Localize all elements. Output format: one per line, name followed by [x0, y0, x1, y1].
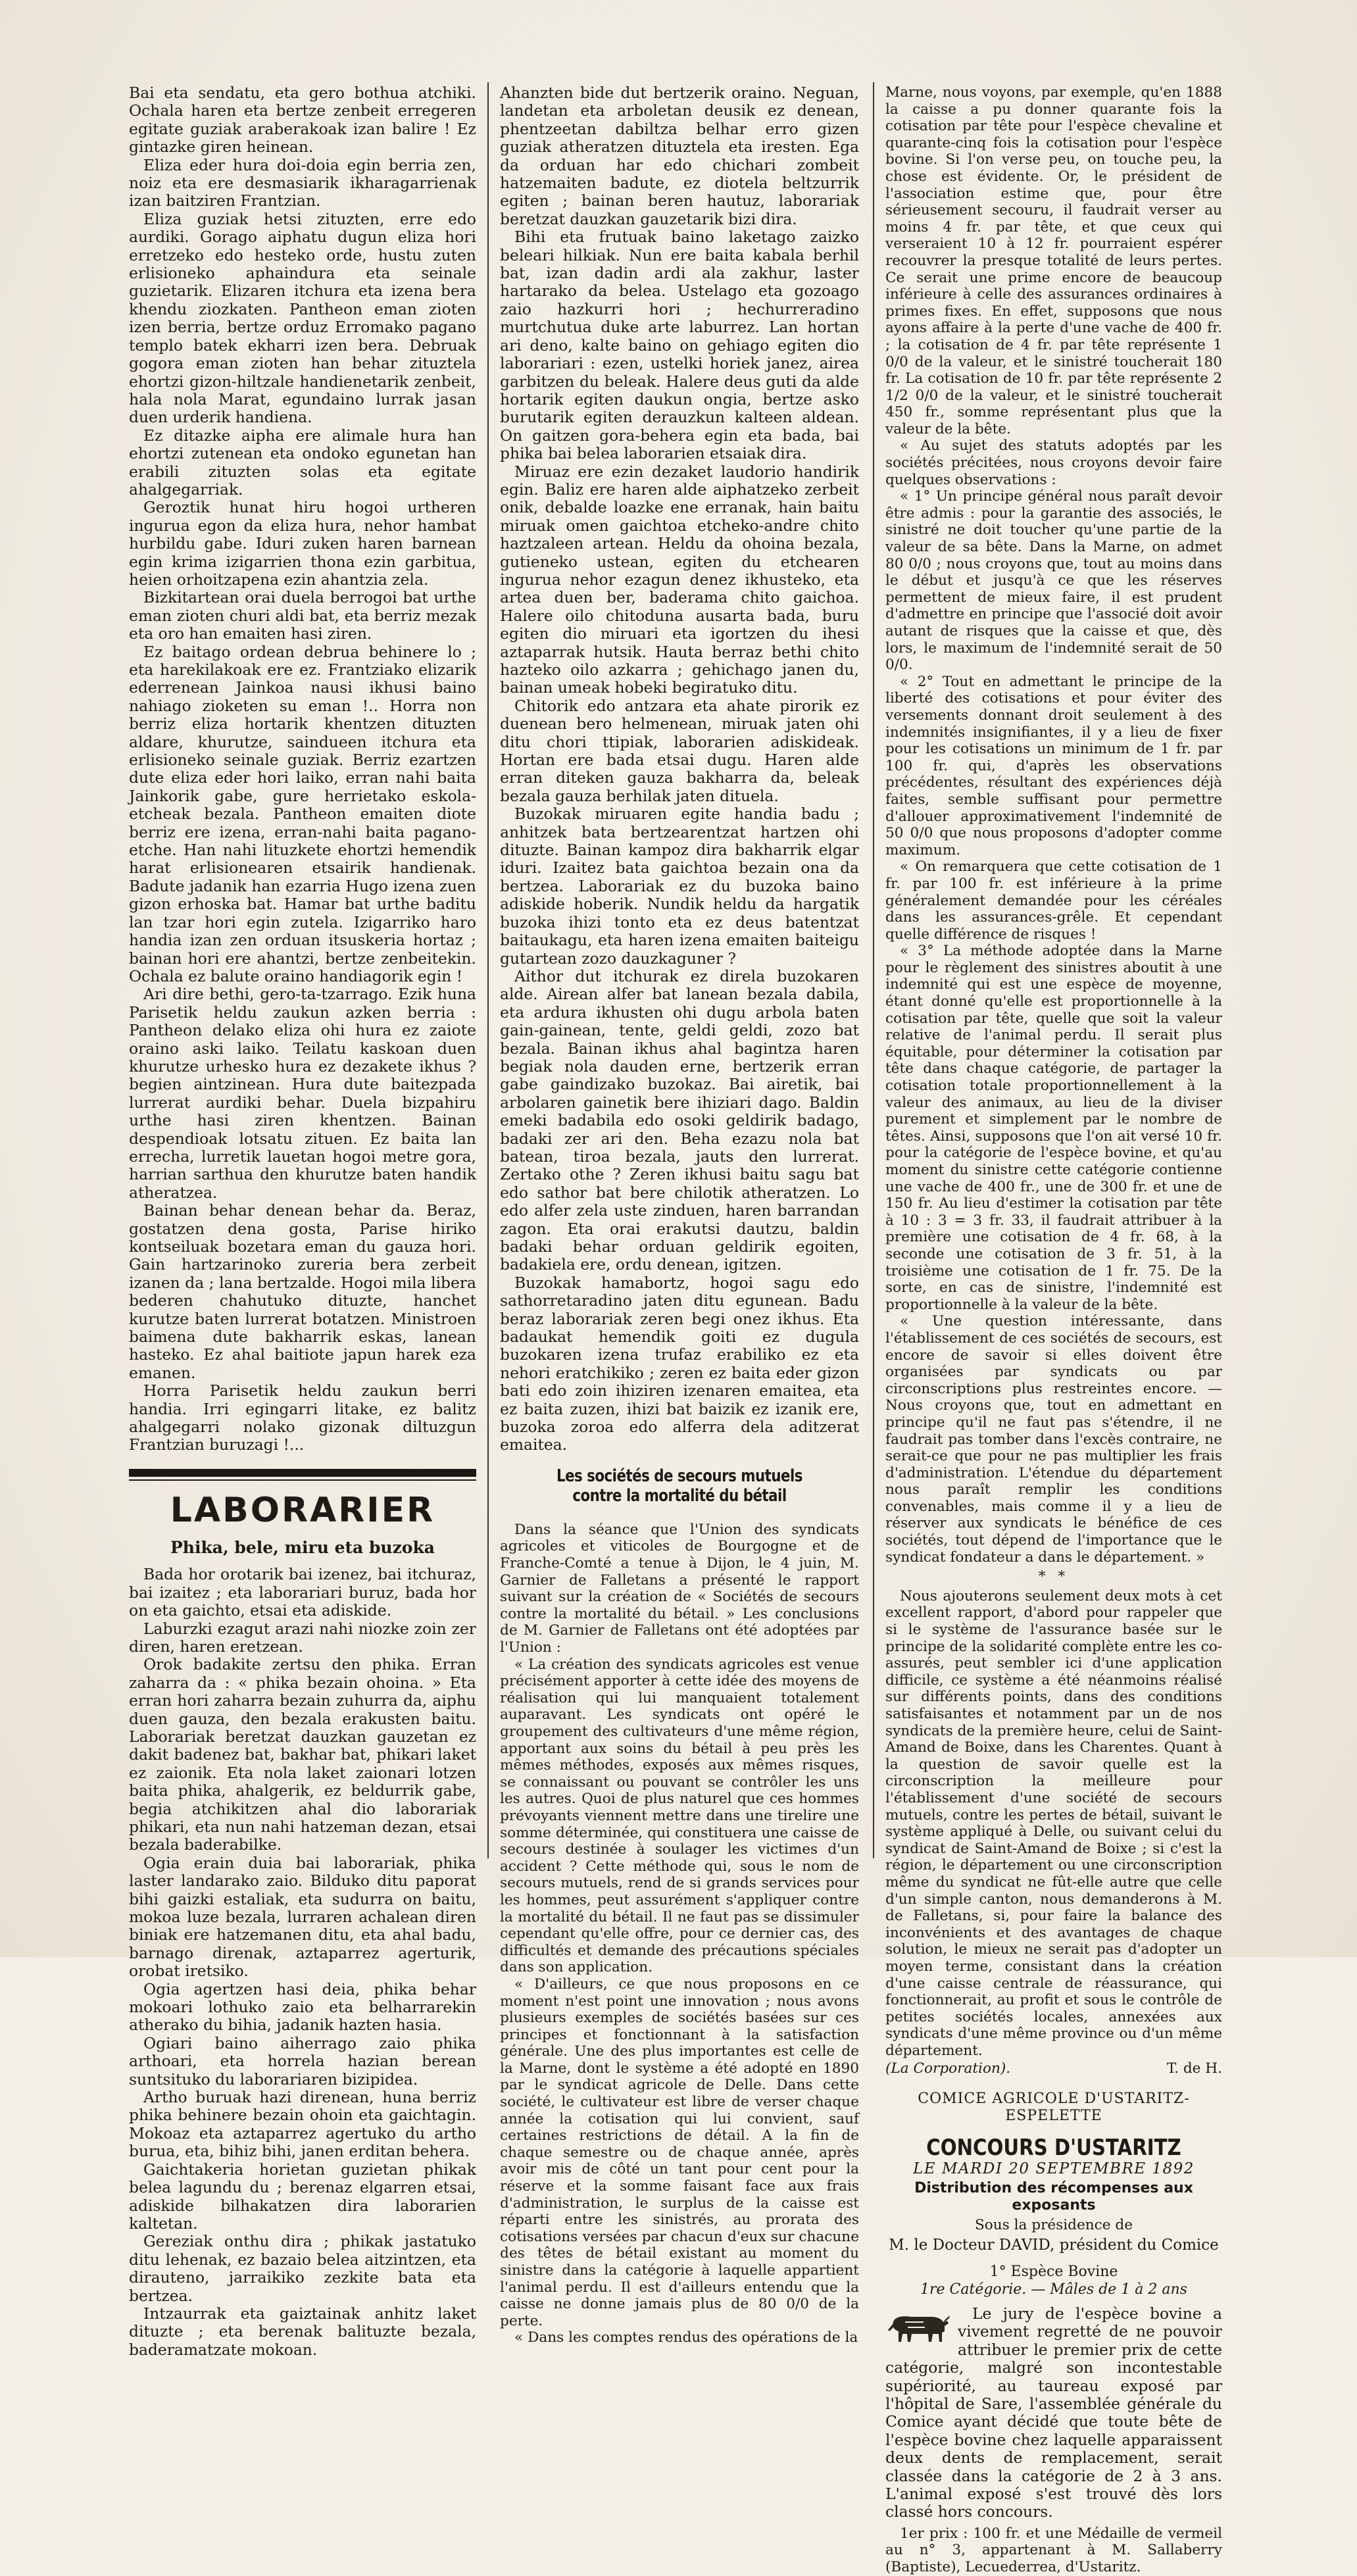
col3-para: Marne, nous voyons, par exemple, qu'en 1888 la caisse a pu donner quarante fois la cotisation par tête pour l'espèce chevaline et quarante-cinq fois la cotisation pour l'espèce bovine. Si l'on verse peu, on touche peu, la chose est évidente. Or, le président de l'association estime que, pour être sérieusement secouru, il faudrait verser au moins 4 fr. par tête, et que ceux qui verseraient 10 à 12 fr. pourraient espérer recouvrer la presque totalité de leurs pertes. Ce serait une prime encore de beaucoup inférieure à celle des assurances ordinaires à primes fixes. En effet, supposons que nous ayons affaire à la perte d'une vache de 400 fr. ; la cotisation de 4 fr. par tête représente 1 0/0 de la valeur, et le sinistré toucherait 180 fr. La cotisation de 10 fr. par tête représente 2 1/2 0/0 de la valeur, et le sinistré toucherait 450 fr., somme représentant plus que la valeur de la bête.	[885, 84, 1222, 437]
author-signature: T. de H.	[1166, 2060, 1222, 2077]
col1-para: Ogia erain duia bai laborariak, phika laster landarako zaio. Bilduko ditu paporat bihi gaizki estaliak, eta sudurra on baitu, mokoa luze bezala, lurraren achalean diren biniak ere hatzemanen ditu, eta ahal badu, barnago direnak, aztaparrez agerturik, orobat iretsiko.	[129, 1853, 476, 1981]
section-divider-thin	[129, 1479, 476, 1481]
col2-para-fr: Dans la séance que l'Union des syndicats agricoles et viticoles de Bourgogne et de Franche-Comté a tenue à Dijon, le 4 juin, M. Garnier de Falletans a présenté le rapport suivant sur la création de « Sociétés de secours contre la mortalité du bétail. » Les conclusions de M. Garnier de Falletans ont été adoptées par l'Union :	[500, 1521, 859, 1656]
col2-para: Chitorik edo antzara eta ahate pirorik ez duenean bero helmenean, miruak jaten ohi ditu chori ttipiak, laborarien adiskideak. Hortan ere bada etsai dugu. Haren alde erran diteken gauza bakharra da, beleak bezala gauza berhilak jaten dituela.	[500, 696, 859, 805]
section-subtitle: Phika, bele, miru eta buzoka	[170, 1537, 435, 1557]
prize-text: 1er prix : 100 fr. et une Médaille de vermeil au n° 3, appartenant à M. Sallaberry (Baptiste), Lecuederrea, d'Ustaritz.	[885, 2525, 1222, 2576]
col3-para: Nous ajouterons seulement deux mots à cet excellent rapport, d'abord pour rappeler que si le système de l'assurance basée sur le principe de la solidarité complète entre les co-assurés, peut sembler ici d'une application difficile, ce système a été néanmoins réalisé sur différents points, dans des conditions satisfaisantes et notamment par un de nos syndicats de la première heure, celui de Saint-Amand de Boixe, dans les Charentes. Quant à la question de savoir quelle est la circonscription la meilleure pour l'établissement d'une société de secours mutuels, contre les pertes de bétail, suivant le système appliqué à Delle, ou suivant celui du syndicat de Saint-Amand de Boixe ; si c'est la région, le département ou une circonscription même du syndicat ne fût-elle autre que celle d'un simple canton, nous demanderons à M. de Falletans, si, pour faire la balance des inconvénients et des avantages de chaque solution, le mieux ne serait pas d'adopter un moyen terme, consistant dans la création d'une caisse centrale de réassurance, qui fonctionnerait, au profit et sous le contrôle de petites sociétés locales, annexées aux syndicats d'une même province ou d'un même département.	[885, 1587, 1222, 2059]
section-divider-thick	[129, 1469, 476, 1477]
column-rule-left	[487, 82, 489, 1858]
col1-para: Orok badakite zertsu den phika. Erran zaharra da : « phika bezain ohoina. » Eta erran hori zaharra bezain zuhurra da, aiphu duen gauza, den bezala erakusten baitu. Laborariak beretzat dauzkan gauzetan ez dakit badenez bat, bakhar bat, phikari laket ez zaionik. Eta nola laket zaionari lotzen baita phika, ahalgerik, ez beldurrik gabe, begia atchikitzen ahal dio laborariak phikari, eta nun nahi hatzeman dezan, etsai bezala baderabilke.	[129, 1655, 476, 1854]
signature-line	[885, 2060, 1222, 2077]
distribution-heading: Distribution des récompenses aux exposants	[914, 2180, 1193, 2214]
section-title-laborarier: LABORARIER	[170, 1490, 435, 1530]
col3-para: « 3° La méthode adoptée dans la Marne pour le règlement des sinistres aboutit à une indemnité qui est une espèce de moyenne, étant donné qu'elle est proportionnelle à la cotisation par tête, quelle que soit la valeur relative de l'animal perdu. Il serait plus équitable, pour déterminer la cotisation par tête dans chaque catégorie, de partager la cotisation totale proportionnellement à la valeur des animaux, au lieu de la diviser purement et simplement par le nombre de têtes. Ainsi, supposons que l'on ait versé 10 fr. pour la catégorie de l'espèce bovine, et qu'au moment du sinistre cette catégorie contienne une vache de 400 fr., une de 300 fr. et une de 150 fr. Au lieu d'estimer la cotisation par tête à 10 : 3 = 3 fr. 33, il faudrait attribuer à la première une cotisation de 4 fr. 68, à la seconde une cotisation de 3 fr. 51, à la troisième une cotisation de 1 fr. 75. De la sorte, en cas de sinistre, l'indemnité est proportionnelle à la valeur de la bête.	[885, 943, 1222, 1313]
concours-title: CONCOURS D'USTARITZ	[926, 2135, 1181, 2162]
jury-text: Le jury de l'espèce bovine a vivement regretté de ne pouvoir attribuer le premier prix de cette catégorie, malgré son incontestable supériorité, au taureau exposé par l'hôpital de Sare, l'assemblée générale du Comice ayant décidé que toute bête de l'espèce bovine chez laquelle apparaissent deux dents de remplacement, serait classée dans la catégorie de 2 à 3 ans. L'animal exposé s'est trouvé dès lors classé hors concours.	[885, 2304, 1222, 2521]
col1-para: Bainan behar denean behar da. Beraz, gostatzen dena gosta, Parise hiriko kontseiluak bozetara eman du gauza hori. Gain hartzarinoko zureria bera zerbeit izanen da ; lana bertzalde. Hogoi mila libera bederen chahutuko dituzte, hanchet kurutze baten lurrerat botatzen. Ministroen baimena dute bakharrik eskas, lanean hasteko. Ez ahal baitiote japun harek eza emanen.	[129, 1201, 476, 1382]
col2-para-fr: « Dans les comptes rendus des opérations de la	[514, 2329, 858, 2346]
col3-para: « Au sujet des statuts adoptés par les sociétés précitées, nous croyons devoir faire quelques observations :	[885, 437, 1222, 488]
col1-para: Gaichtakeria horietan guzietan phikak belea lagundu du ; berenaz elgarren etsai, adiskide bilhakatzen dira laborarien kaltetan.	[129, 2160, 476, 2233]
col1-para: Ez baitago ordean debrua behinere lo ; eta harekilakoak ere ez. Frantziako elizarik ederrenean Jainkoa nausi ikhusi baino nahiago zioketen su eman !.. Horra non berriz eliza hortarik khentzen dituzten aldare, khurutze, saindueen itchura eta erlisioneko seinale guziak. Berriz ezartzen dute eliza eder hori laiko, erran nahi baita Jainkorik gabe, gure herrietako eskola-etcheak bezala. Pantheon emaiten diote berriz ere izena, erran-nahi baita pagano-etche. Han nahi lituzkete ehortzi hemendik harat erlisionearen etsairik handienak. Badute jadanik han ezarria Hugo izena zuen gizon erhoska bat. Hamar bat urthe baditu lan tzar hori egin zutela. Izigarriko haro handia izan zen orduan itsuskeria hortaz ; bainan hori ere ahantzi, bertze zenbeitekin. Ochala ez balute oraino handiagorik egin !	[129, 642, 476, 985]
col1-para: Gereziak onthu dira ; phikak jastatuko ditu lehenak, ez bazaio belea aitzintzen, eta dirautenо, jarraikiko zezkite bata eta bertzea.	[129, 2232, 476, 2305]
col1-para: Ez ditazke aipha ere alimale hura han ehortzi zutenean eta ondoko egunetan han erabili zituzten solas eta egitate ahalgegarriak.	[129, 426, 476, 499]
col1-para: Ogiari baino aiherrago zaio phika arthoari, eta horrela hazian berean suntsituko du laborariaren bizipidea.	[129, 2033, 476, 2089]
section-asterisks: * *	[1038, 1568, 1070, 1585]
col3-para: « 2° Tout en admettant le principe de la liberté des cotisations et pour éviter des versements donnant droit seulement à des indemnités insignifiantes, il y a lieu de fixer pour les cotisations un minimum de 1 fr. par 100 fr. qui, d'après les observations précédentes, résultant des expériences déjà faites, semble suffisant pour permettre d'allouer approximativement l'indemnité de 50 0/0 que nous proposons d'adopter comme maximum.	[885, 673, 1222, 858]
col2-para: Buzokak miruaren egite handia badu ; anhitzek bata bertzearentzat hartzen ohi dituzte. Bainan kampoz dira bakharrik elgar iduri. Izaitez bata gaichtoa bezain ona da bertzea. Laborariak ez du buzoka baino adiskide hoberik. Nundik heldu da hargatik buzoka ihizi tonto eta ez deus batentzat baitaukagu, eta haren izena emaiten baiteigu gutartean zozo dauzkaguner ?	[500, 805, 859, 968]
col1-para: Ogia agertzen hasi deia, phika behar mokoari lothuko zaio eta belharrarekin atherako du bihia, jadanik hazten hasia.	[129, 1979, 476, 2035]
col1-para: Artho buruak hazi direnean, huna berriz phika behinere bezain ohoin eta gaichtagin. Mokoaz eta aztaparrez agertuko du artho buruа, eta, bihiz bihi, janen erditan behera.	[129, 2088, 476, 2161]
espece-heading: 1° Espèce Bovine	[989, 2263, 1118, 2280]
concours-date: LE MARDI 20 SEPTEMBRE 1892	[913, 2160, 1195, 2177]
col2-para-fr: « La création des syndicats agricoles est venue précisément apporter à cette idée des moyens de réalisation qui lui manquaient totalement auparavant. Les syndicats ont opéré le groupement des cultivateurs d'une même région, apportant aux soins du bétail à peu près les mêmes méthodes, exposés aux mêmes risques, se connaissant ou pouvant se contrôler les uns les autres. Quoi de plus naturel que ces hommes prévoyants viennent mettre dans une tirelire une somme déterminée, qui constituera une caisse de secours destinée à soulager les victimes d'un accident ? Cette méthode qui, sous le nom de secours mutuels, rend de si grands services pour les hommes, peut assurément s'appliquer contre la mortalité du bétail. Il ne faut pas se dissimuler cependant qu'elle offre, pour ce dernier cas, des difficultés et demande des précautions spéciales dans son application.	[500, 1656, 859, 1976]
column-rule-right	[873, 82, 874, 1858]
col2-para: Aithor dut itchurak ez direla buzokaren alde. Airean alfer bat lanean bezala dabila, eta ardura ikhusten ohi dugu arbola baten gain-gainean, tente, geldi geldi, zozo bat bezala. Bainan ikhus ahal bagintza haren begiak nola dauden erne, bertzerik erran gabe gaindizako buzokaz. Bai airetik, bai arbolaren gainetik bere ihiziari dago. Baldin emeki badabila edo osoki geldirik badago, badaki zer ari den. Beha ezazu nola bat batean, tiroa bezala, jauts den lurrerat. Zertako othe ? Zeren ikhusi baitu sagu bat edo sathor bat bere chilotik atheratzen. Lo edo alfer zela uste zinduen, haren barrandan zagon. Eta orai erakutsi dautzu, baldin badaki behar orduan geldirik egoiten, badakiela ere, ordu denean, igitzen.	[500, 966, 859, 1274]
col1-para: Intzaurrak eta gaiztainak anhitz laket dituzte ; eta berenak balituzte bezala, baderamatzate mokoan.	[129, 2304, 476, 2359]
col3-para: « On remarquera que cette cotisation de 1 fr. par 100 fr. est inférieure à la prime généralement demandée pour les céréales dans les assurances-grêle. Et cependant quelle différence de risques !	[885, 858, 1222, 943]
col2-para-fr: « D'ailleurs, ce que nous proposons en ce moment n'est point une innovation ; nous avons plusieurs exemples de sociétés basées sur ces principes et fonctionnant à la satisfaction générale. Une des plus importantes est celle de la Marne, dont le système a été adopté en 1890 par le syndicat agricole de Delle. Dans cette société, le cultivateur est libre de verser chaque année la cotisation qui lui convient, sauf certaines restrictions de détail. A la fin de chaque semestre ou de chaque année, après avoir mis de côté un tant pour cent pour la réserve et la somme faisant face aux frais d'administration, le surplus de la caisse est réparti entre les sinistrés, au prorata des cotisations versées par chacun d'eux sur chacune des têtes de bétail existant au moment du sinistre dans la catégorie à laquelle appartient l'animal perdu. Il est d'ailleurs entendu que la caisse ne donne jamais plus de 80 0/0 de la perte.	[500, 1975, 859, 2329]
col2-para: Buzokak hamabortz, hogoi sagu edo sathorretaradino jaten ditu egunean. Badu beraz laborariak zeren begi onez ikhus. Eta badaukat hemendik goiti ez dugula buzokaren izena trufaz erabiliko ez eta nehori eratchikiko ; zeren ez baita eder gizon bati edo zoin ihiziren izenaren emaitea, eta ez baita zuzen, ihizi bat baizik ez izanik ere, buzoka zoroa edo alferra dela aditzerat emaitea.	[500, 1273, 859, 1454]
categorie-heading: 1re Catégorie. — Mâles de 1 à 2 ans	[920, 2281, 1187, 2298]
article-title: Les sociétés de secours mutuels contre la mortalité du bétail	[556, 1466, 803, 1506]
president-name: M. le Docteur DAVID, président du Comice	[889, 2237, 1219, 2254]
col2-para: Miruaz ere ezin dezaket laudorio handirik egin. Baliz ere haren alde aiphatzeko zerbeit onik, debalde loazke ene erranak, hain baitu miruak omen gaichtoa etcheko-andre chito haztzaleen artean. Heldu da ohoina bezala, gutieneko ustean, egiten du etchearen ingurua nehor ezagun denez ikhusteko, eta artea duen ber, baderama chito gaichoa. Halere oilo chitoduna ausarta bada, buru egiten dio miruari eta igortzen du ihesi aztaparrak hutsik. Hauta berraz bethi chito hazteko oilo azkarra ; gehichago janen du, bainan umeak hobeki begiratuko ditu.	[500, 462, 859, 697]
column-2	[500, 84, 859, 2346]
col1-para: Eliza guziak hetsi zituzten, erre edo aurdiki. Gorago aiphatu dugun eliza hori erretzeko edo hesteko orde, hustu zuten erlisioneko aphaindura eta seinale guzietarik. Elizaren itchura eta izena bera khendu ziozkaten. Pantheon eman zioten izen berria, bertze orduz Erromako pagano templo batek ekharri izen bera. Debruak gogora eman zioten han behar zituztela ehortzi gizon-hiltzale handienetarik zenbeit, hala nola Marat, egundaino lurrak jasan duen urderik handiena.	[129, 209, 476, 427]
col1-para: Bada hor orotarik bai izenez, bai itchuraz, bai izaitez ; eta laborariari buruz, bada hor on eta gaichto, etsai eta adiskide.	[129, 1565, 476, 1620]
source-credit: (La Corporation).	[885, 2060, 1011, 2077]
col3-para: « Une question intéressante, dans l'établissement de ces sociétés de secours, est encore de savoir si elles doivent être organisées par syndicats ou par circonscriptions plus restreintes encore. — Nous croyons que, tout en admettant en principe qu'il ne faut pas s'étendre, il ne faudrait pas tomber dans l'excès contraire, ne serait-ce que pour ne pas multiplier les frais d'administration. L'étendue du département nous paraît remplir les conditions convenables, mais comme il y a lieu de réserver aux syndicats le bénéfice de ces sociétés, tout dépend de l'importance que le syndicat fondateur a dans le département. »	[885, 1313, 1222, 1566]
cow-icon	[885, 2308, 951, 2348]
col3-para: « 1° Un principe général nous paraît devoir être admis : pour la garantie des associés, le sinistré ne doit toucher qu'une partie de la valeur de sa bête. Dans la Marne, on admet 80 0/0 ; nous croyons que, tout au moins dans le début et jusqu'à ce que les réserves permettent de mieux faire, il est prudent d'admettre en principe que l'associé doit avoir autant de risques que la caisse et que, dès lors, le maximum de l'indemnité serait de 50 0/0.	[885, 488, 1222, 674]
presidence-label: Sous la présidence de	[974, 2216, 1133, 2233]
col1-para: Ari dire bethi, gero-ta-tzarrago. Ezik huna Parisetik heldu zaukun azken berria : Pantheon delako eliza ohi hura ez zaiote oraino aski laiko. Teilatu kaskoan duen khurutze urhesko hura ez dezakete ikhus ?begien aintzinean. Hura dute baitezpada lurrerat aurdiki behar. Duela bizpahiru urthe hasi ziren khentzen. Bainan despendioak lotsatu zituen. Ez baita lan errecha, lurretik lauetan hogoi metre gora, harrian sarthua den khurutze baten handik atheratzea.	[129, 985, 476, 1202]
comice-heading: COMICE AGRICOLE D'USTARITZ-ESPELETTE	[918, 2091, 1190, 2124]
col1-para: Eliza eder hura doi-doia egin berria zen, noiz eta ere desmasiarik ikharagarrienak izan baitziren Frantzian.	[129, 155, 476, 211]
column-3	[885, 84, 1222, 2576]
col1-para: Geroztik hunat hiru hogoi urtheren ingurua egon da eliza hura, nehor hambat hurbildu gabe. Iduri zuken haren barnean egin krima izigarrien thona ezin garbitua, heien orhoitzapena ezin ahantzia zela.	[129, 498, 476, 589]
col1-para: Bizkitartean orai duela berrogoi bat urthe eman zioten churi aldi bat, eta berriz mezak eta oro han emaiten hasi ziren.	[129, 588, 476, 643]
col1-para: Laburzki ezagut arazi nahi niozke zoin zer diren, haren eretzean.	[129, 1619, 476, 1656]
column-1	[129, 84, 476, 2359]
col2-para: Bihi eta frutuak baino laketago zaizko beleari hilkiak. Nun ere baita kabala berhil bat, izan dadin ardi ala zakhur, laster hartarako da belea. Ustelago eta gozoago zaio hazkurri hori ; hechurreradino murtchutua duke arte laburrez. Lan hortan ari deno, kalte baino on gehiago egiten dio laborariari : ezen, ustelki horiek janez, airea garbitzen du beleak. Halere deus guti da alde hortarik egiten daukun ongia, bertze asko burutarik egiten derauzkun kalteen aldean. On gaitzen gora-behera egin eta bada, bai phika bai belea laborarien etsaiak dira.	[500, 228, 859, 463]
col2-para: Ahanzten bide dut bertzerik oraino. Neguan, landetan eta arboletan deusik ez denean, phentzeetan dabiltza belhar erro gizen guziak atheratzen dituztela eta iresten. Ega da orduan har edo chichari zombeit hatzemaiten badute, ez diotela beltzurrik egiten ; bainan beren hautuz, laborariak beretzat dauzkan gauzetarik bizi dira.	[500, 84, 859, 228]
col1-para: Bai eta sendatu, eta gero bothua atchiki. Ochala haren eta bertze zenbeit erregeren egitate guziak araberakoak izan balire ! Ez gintazke giren heinean.	[129, 84, 476, 157]
col1-para: Horra Parisetik heldu zaukun berri handia. Irri egingarri litake, ez balitz ahalgegarri nolako gizonak diltuzgun Frantzian buruzagi !...	[129, 1381, 476, 1454]
